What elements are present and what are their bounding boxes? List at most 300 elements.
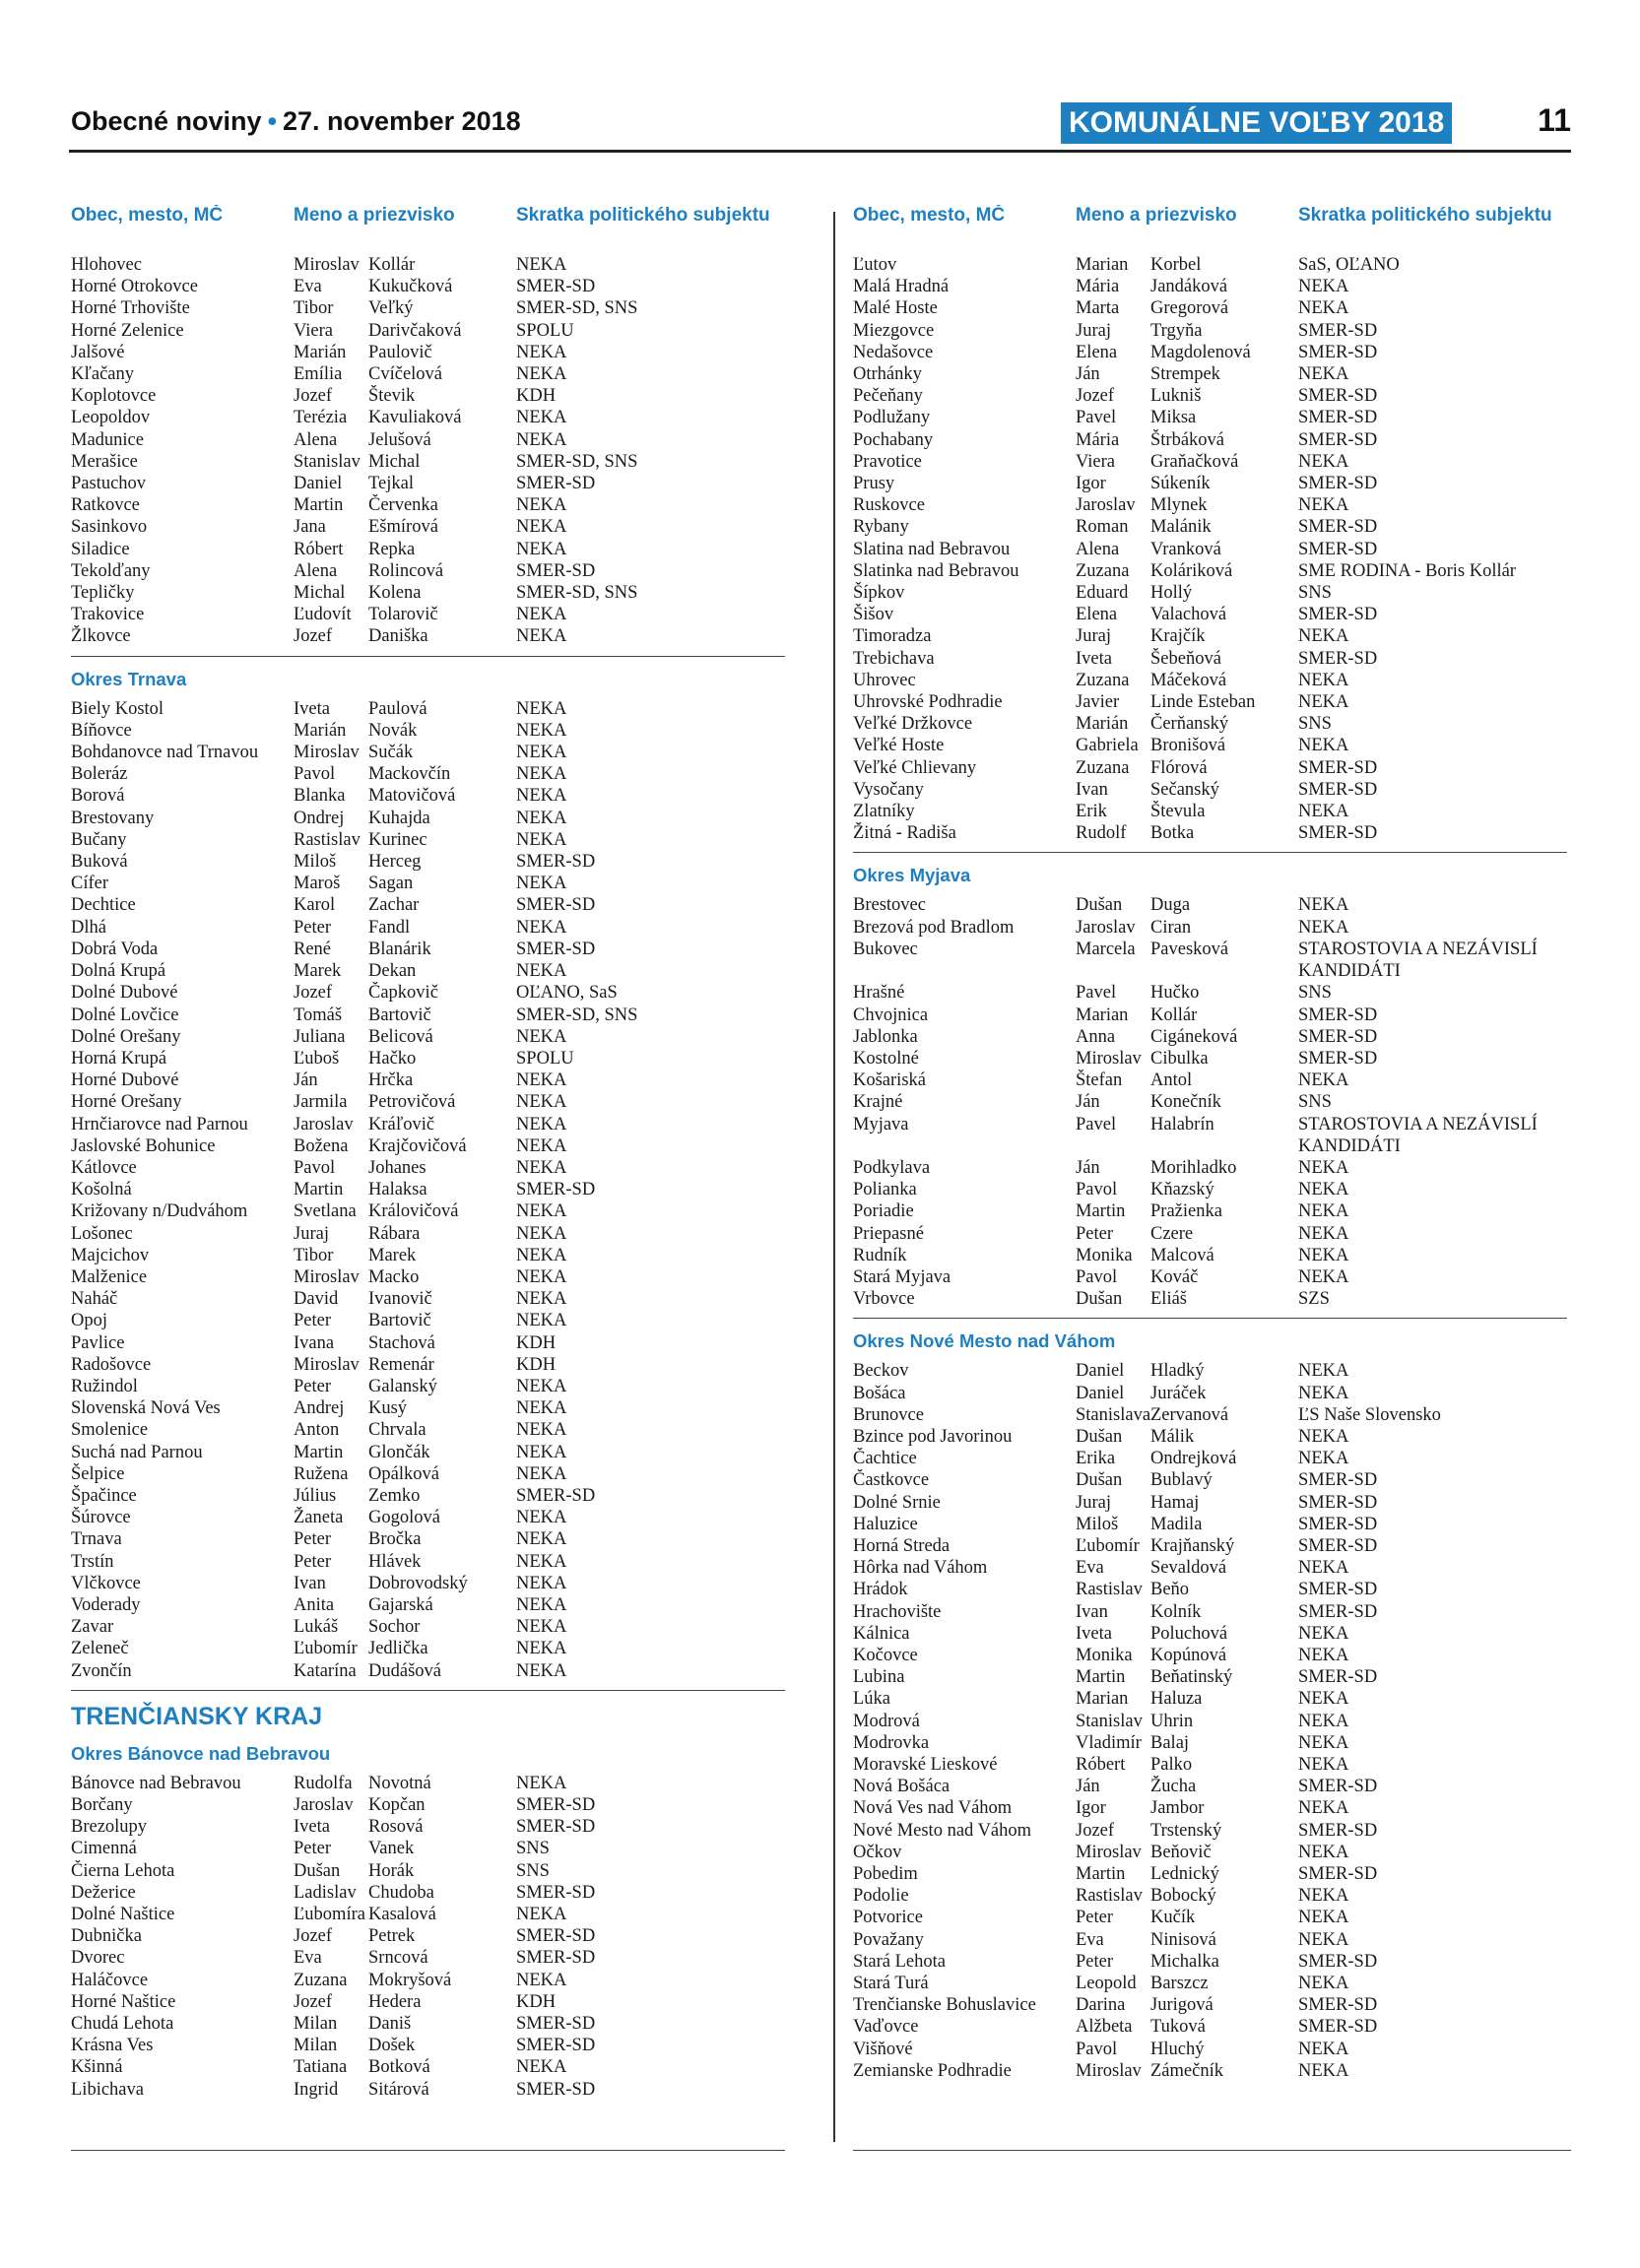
table-row (853, 363, 1567, 385)
last-name: Dekan (368, 961, 417, 982)
party-cell: SMER-SD (1298, 1951, 1378, 1972)
municipality-cell: Križovany n/Dudváhom (71, 1201, 248, 1222)
name-cell (294, 1266, 516, 1288)
table-row (71, 917, 785, 939)
party-cell: NEKA (516, 1376, 567, 1396)
name-cell (1076, 1973, 1298, 1994)
last-name: Novotná (368, 1773, 431, 1793)
first-name: Viera (1076, 451, 1115, 472)
paper-name: Obecné noviny (71, 106, 262, 136)
table-row (71, 873, 785, 894)
table-row (853, 582, 1567, 604)
name-cell (1076, 2060, 1298, 2082)
first-name: Javier (1076, 692, 1120, 713)
last-name: Koláriková (1150, 560, 1233, 581)
name-cell (294, 494, 516, 516)
first-name: Viera (294, 320, 333, 341)
name-cell (294, 1991, 516, 2013)
name-cell (1076, 1004, 1298, 1026)
municipality-cell: Čierna Lehota (71, 1860, 175, 1881)
name-cell (1076, 670, 1298, 691)
last-name: Palko (1150, 1755, 1193, 1775)
party-cell: NEKA (516, 1420, 567, 1441)
party-cell: NEKA (516, 1289, 567, 1310)
party-cell: NEKA (1298, 1449, 1349, 1469)
municipality-cell: Kálnica (853, 1623, 910, 1644)
municipality-cell: Opoj (71, 1311, 107, 1331)
party-cell: SMER-SD (516, 1485, 596, 1506)
municipality-cell: Siladice (71, 539, 130, 559)
name-cell (294, 1551, 516, 1573)
first-name: Ján (294, 1070, 318, 1091)
last-name: Vranková (1150, 539, 1221, 559)
name-cell (1076, 1245, 1298, 1266)
first-name: Iveta (294, 698, 330, 719)
municipality-cell: Žlkovce (71, 626, 131, 647)
table-row (853, 1666, 1567, 1688)
municipality-cell: Dlhá (71, 917, 106, 938)
party-cell: NEKA (516, 1135, 567, 1156)
last-name: Michal (368, 451, 421, 472)
municipality-cell: Trnava (71, 1529, 122, 1550)
municipality-cell: Smolenice (71, 1420, 149, 1441)
table-row (71, 1354, 785, 1376)
table-row (853, 1266, 1567, 1288)
first-name: Igor (1076, 474, 1106, 494)
name-cell (1076, 407, 1298, 428)
name-cell (1076, 1842, 1298, 1863)
last-name: Antol (1150, 1070, 1193, 1091)
first-name: Dušan (1076, 1470, 1123, 1491)
party-cell: NEKA (516, 1508, 567, 1528)
table-row (853, 1711, 1567, 1732)
last-name: Johanes (368, 1157, 426, 1178)
last-name: Veľký (368, 298, 414, 319)
results-table (71, 698, 785, 1682)
last-name: Žucha (1150, 1777, 1197, 1797)
table-row (853, 982, 1567, 1004)
divider (853, 852, 1567, 853)
municipality-cell: Kátlovce (71, 1157, 137, 1178)
last-name: Graňačková (1150, 451, 1239, 472)
municipality-cell: Miezgovce (853, 320, 935, 341)
name-cell (294, 785, 516, 807)
name-cell (294, 2079, 516, 2101)
name-cell (1076, 254, 1298, 276)
first-name: Peter (1076, 1223, 1114, 1244)
table-row (853, 801, 1567, 822)
name-cell (1076, 1448, 1298, 1469)
first-name: Jaroslav (1076, 495, 1136, 516)
table-row (853, 1820, 1567, 1842)
name-cell (294, 2013, 516, 2035)
party-cell: SNS (1298, 714, 1332, 735)
last-name: Ivanovič (368, 1289, 432, 1310)
name-cell (1076, 1404, 1298, 1426)
party-cell: NEKA (1298, 1732, 1349, 1753)
party-cell: NEKA (516, 1660, 567, 1681)
name-cell (294, 1288, 516, 1310)
last-name: Balaj (1150, 1732, 1190, 1753)
table-row (853, 670, 1567, 691)
municipality-cell: Zlatníky (853, 802, 915, 822)
table-row (71, 720, 785, 742)
last-name: Eliáš (1150, 1289, 1187, 1310)
first-name: Štefan (1076, 1070, 1123, 1091)
municipality-cell: Vaďovce (853, 2017, 919, 2038)
municipality-cell: Rybany (853, 517, 909, 538)
name-cell (294, 1114, 516, 1135)
name-cell (294, 1310, 516, 1331)
municipality-cell: Chudá Lehota (71, 2014, 174, 2035)
table-row (853, 1404, 1567, 1426)
party-cell: NEKA (1298, 670, 1349, 690)
municipality-cell: Považany (853, 1929, 924, 1950)
party-cell: KDH (516, 1332, 557, 1353)
table-row (71, 1773, 785, 1794)
municipality-cell: Chvojnica (853, 1004, 929, 1025)
party-cell: SNS (516, 1860, 550, 1881)
name-cell (294, 1794, 516, 1816)
first-name: Roman (1076, 517, 1129, 538)
party-cell: KDH (516, 1354, 557, 1375)
party-cell: NEKA (1298, 692, 1349, 713)
first-name: Alena (294, 429, 338, 450)
last-name: Linde Esteban (1150, 692, 1256, 713)
party-cell: SMER-SD (1298, 320, 1378, 341)
name-cell (1076, 1732, 1298, 1754)
municipality-cell: Slatina nad Bebravou (853, 539, 1011, 559)
first-name: Alena (1076, 539, 1120, 559)
party-cell: NEKA (1298, 495, 1349, 516)
first-name: Jozef (1076, 386, 1115, 407)
party-cell: SMER-SD (1298, 474, 1378, 494)
name-cell (294, 960, 516, 982)
table-row (71, 494, 785, 516)
last-name: Poluchová (1150, 1623, 1228, 1644)
party-cell: SPOLU (516, 1048, 574, 1069)
column-header (853, 205, 1567, 254)
name-cell (1076, 757, 1298, 779)
first-name: Eva (294, 277, 322, 297)
municipality-cell: Šúrovce (71, 1508, 131, 1528)
first-name: Ján (1076, 1777, 1100, 1797)
last-name: Uhrin (1150, 1711, 1194, 1731)
name-cell (294, 625, 516, 647)
table-row (853, 625, 1567, 647)
party-cell: NEKA (516, 1070, 567, 1091)
col-municipality: Obec, mesto, MČ (853, 205, 1006, 226)
name-cell (1076, 822, 1298, 844)
party-cell: NEKA (1298, 1689, 1349, 1710)
col-party: Skratka politického subjektu (516, 205, 770, 226)
name-cell (1076, 1951, 1298, 1973)
party-cell: SMER-SD (1298, 1026, 1378, 1047)
party-cell: NEKA (516, 539, 567, 559)
name-cell (1076, 473, 1298, 494)
municipality-cell: Pavlice (71, 1332, 125, 1353)
party-cell: NEKA (516, 1092, 567, 1113)
party-cell: SMER-SD (516, 2014, 596, 2035)
municipality-cell: Zvončín (71, 1660, 132, 1681)
table-row (853, 917, 1567, 939)
name-cell (1076, 1114, 1298, 1157)
first-name: Erika (1076, 1449, 1116, 1469)
name-cell (294, 1882, 516, 1904)
last-name: Sitárová (368, 2079, 429, 2100)
party-cell: NEKA (516, 874, 567, 894)
name-cell (294, 429, 516, 451)
party-cell: NEKA (516, 517, 567, 538)
table-row (71, 473, 785, 494)
first-name: Daniel (294, 474, 343, 494)
first-name: Božena (294, 1135, 349, 1156)
last-name: Čapkovič (368, 983, 438, 1004)
table-row (71, 960, 785, 982)
table-row (71, 2013, 785, 2035)
municipality-cell: Nová Ves nad Váhom (853, 1798, 1013, 1819)
table-row (853, 1732, 1567, 1754)
name-cell (1076, 1907, 1298, 1928)
name-cell (294, 516, 516, 538)
table-row (853, 276, 1567, 297)
table-row (71, 1026, 785, 1048)
name-cell (294, 1223, 516, 1245)
last-name: Málik (1150, 1426, 1195, 1447)
municipality-cell: Brezolupy (71, 1817, 148, 1838)
name-cell (1076, 2039, 1298, 2060)
party-cell: NEKA (1298, 1157, 1349, 1178)
table-row (71, 451, 785, 473)
table-row (71, 1332, 785, 1354)
name-cell (294, 1026, 516, 1048)
table-row (853, 1426, 1567, 1448)
last-name: Zámečník (1150, 2060, 1223, 2081)
last-name: Sochor (368, 1617, 421, 1638)
last-name: Trstenský (1150, 1820, 1222, 1841)
party-cell: SMER-SD (1298, 539, 1378, 559)
municipality-cell: Malá Hradná (853, 277, 950, 297)
municipality-cell: Cimenná (71, 1839, 137, 1859)
last-name: Kopúnová (1150, 1645, 1227, 1665)
first-name: Miroslav (294, 1266, 360, 1287)
last-name: Herceg (368, 852, 422, 873)
last-name: Duga (1150, 895, 1191, 916)
municipality-cell: Moravské Lieskové (853, 1755, 998, 1775)
first-name: Ján (1076, 364, 1100, 385)
party-cell: SPOLU (516, 320, 574, 341)
first-name: Pavol (1076, 1180, 1118, 1200)
name-cell (294, 1507, 516, 1528)
party-cell: NEKA (1298, 1645, 1349, 1665)
party-cell: SMER-SD (516, 277, 596, 297)
first-name: Marta (1076, 298, 1120, 319)
last-name: Cigáneková (1150, 1026, 1238, 1047)
first-name: Daniel (1076, 1383, 1125, 1403)
name-cell (294, 917, 516, 939)
last-name: Malánik (1150, 517, 1212, 538)
last-name: Gregorová (1150, 298, 1229, 319)
first-name: Miroslav (1076, 2060, 1142, 2081)
table-row (71, 625, 785, 647)
last-name: Kolena (368, 583, 422, 604)
name-cell (1076, 1797, 1298, 1819)
last-name: Opálková (368, 1463, 439, 1484)
name-cell (1076, 894, 1298, 916)
party-cell: NEKA (516, 808, 567, 828)
name-cell (294, 873, 516, 894)
party-cell: NEKA (1298, 626, 1349, 647)
name-cell (294, 297, 516, 319)
last-name: Juráček (1150, 1383, 1207, 1403)
first-name: Darina (1076, 1995, 1126, 2016)
table-row (71, 1860, 785, 1882)
name-cell (1076, 1601, 1298, 1623)
party-cell: SMER-SD (1298, 386, 1378, 407)
municipality-cell: Brestovany (71, 808, 155, 828)
municipality-cell: Šelpice (71, 1463, 125, 1484)
last-name: Došek (368, 2036, 416, 2056)
name-cell (1076, 385, 1298, 407)
table-row (71, 1904, 785, 1925)
last-name: Kučík (1150, 1908, 1196, 1928)
municipality-cell: Višňové (853, 2039, 913, 2059)
last-name: Rolincová (368, 560, 444, 581)
party-cell: SMER-SD (1298, 2017, 1378, 2038)
column-header (71, 205, 785, 254)
first-name: Maroš (294, 874, 341, 894)
left-column (71, 205, 785, 2101)
municipality-cell: Modrovka (853, 1732, 930, 1753)
municipality-cell: Nové Mesto nad Váhom (853, 1820, 1032, 1841)
table-row (71, 429, 785, 451)
name-cell (294, 1419, 516, 1441)
name-cell (1076, 1754, 1298, 1776)
party-cell: NEKA (516, 605, 567, 625)
name-cell (294, 1573, 516, 1594)
first-name: Peter (1076, 1951, 1114, 1972)
table-row (71, 2056, 785, 2078)
first-name: Mária (1076, 429, 1120, 450)
party-cell: NEKA (1298, 1886, 1349, 1907)
table-row (853, 1754, 1567, 1776)
name-cell (294, 1925, 516, 1947)
party-cell: NEKA (516, 1157, 567, 1178)
name-cell (1076, 604, 1298, 625)
name-cell (1076, 2016, 1298, 2038)
party-cell: NEKA (1298, 451, 1349, 472)
name-cell (294, 1354, 516, 1376)
column-divider (833, 212, 835, 2142)
first-name: Stanislav (1076, 1711, 1143, 1731)
first-name: Zuzana (1076, 560, 1130, 581)
table-row (71, 1616, 785, 1638)
municipality-cell: Špačince (71, 1485, 137, 1506)
party-cell: ĽS Naše Slovensko (1298, 1404, 1441, 1425)
last-name: Gogolová (368, 1508, 440, 1528)
party-cell: SMER-SD (1298, 1864, 1378, 1885)
table-row (71, 1397, 785, 1419)
first-name: Jozef (294, 1991, 333, 2012)
last-name: Bartovič (368, 1311, 431, 1331)
party-cell: SMER-SD (1298, 1820, 1378, 1841)
municipality-cell: Dvorec (71, 1948, 125, 1969)
name-cell (1076, 1623, 1298, 1645)
first-name: Jozef (294, 626, 333, 647)
table-row (853, 1842, 1567, 1863)
table-row (71, 785, 785, 807)
table-row (71, 1638, 785, 1659)
first-name: Alena (294, 560, 338, 581)
name-cell (1076, 1820, 1298, 1842)
last-name: Barszcz (1150, 1974, 1209, 1994)
first-name: Marian (1076, 1689, 1129, 1710)
table-row (71, 894, 785, 916)
table-row (853, 1579, 1567, 1600)
first-name: Ivana (294, 1332, 335, 1353)
last-name: Hladký (1150, 1361, 1205, 1382)
last-name: Chudoba (368, 1882, 434, 1903)
last-name: Kavuliaková (368, 408, 462, 428)
municipality-cell: Dolné Dubové (71, 983, 178, 1004)
municipality-cell: Hlohovec (71, 255, 142, 275)
first-name: Pavel (1076, 1114, 1117, 1134)
first-name: Martin (294, 1180, 344, 1200)
last-name: Daniš (368, 2014, 412, 2035)
table-row (71, 1179, 785, 1200)
table-row (71, 1882, 785, 1904)
last-name: Ondrejková (1150, 1449, 1237, 1469)
municipality-cell: Ľutov (853, 255, 897, 275)
municipality-cell: Dolná Krupá (71, 961, 166, 982)
first-name: Tomáš (294, 1004, 343, 1025)
first-name: Iveta (294, 1817, 330, 1838)
party-cell: NEKA (1298, 1842, 1349, 1862)
last-name: Horák (368, 1860, 415, 1881)
table-row (853, 494, 1567, 516)
table-row (71, 1816, 785, 1838)
table-row (853, 1645, 1567, 1666)
table-row (71, 407, 785, 428)
first-name: Karol (294, 895, 336, 916)
last-name: Gajarská (368, 1594, 433, 1615)
municipality-cell: Hôrka nad Váhom (853, 1558, 988, 1579)
last-name: Novák (368, 720, 418, 741)
party-cell: SME RODINA - Boris Kollár (1298, 560, 1516, 581)
last-name: Ešmírová (368, 517, 438, 538)
name-cell (1076, 982, 1298, 1004)
name-cell (1076, 1426, 1298, 1448)
last-name: Hlávek (368, 1551, 422, 1572)
municipality-cell: Suchá nad Parnou (71, 1442, 203, 1462)
municipality-cell: Vysočany (853, 779, 924, 800)
municipality-cell: Lošonec (71, 1223, 133, 1244)
last-name: Korbel (1150, 255, 1202, 275)
first-name: Stanislav (294, 451, 361, 472)
municipality-cell: Krajné (853, 1092, 903, 1113)
municipality-cell: Bohdanovce nad Trnavou (71, 743, 259, 763)
table-row (71, 1485, 785, 1507)
name-cell (1076, 648, 1298, 670)
municipality-cell: Podkylava (853, 1157, 931, 1178)
party-cell: NEKA (1298, 1711, 1349, 1731)
name-cell (294, 451, 516, 473)
party-cell: NEKA (516, 917, 567, 938)
first-name: Ľuboš (294, 1048, 340, 1069)
party-cell: SMER-SD (516, 1817, 596, 1838)
table-row (853, 1469, 1567, 1491)
party-cell: SZS (1298, 1289, 1330, 1310)
